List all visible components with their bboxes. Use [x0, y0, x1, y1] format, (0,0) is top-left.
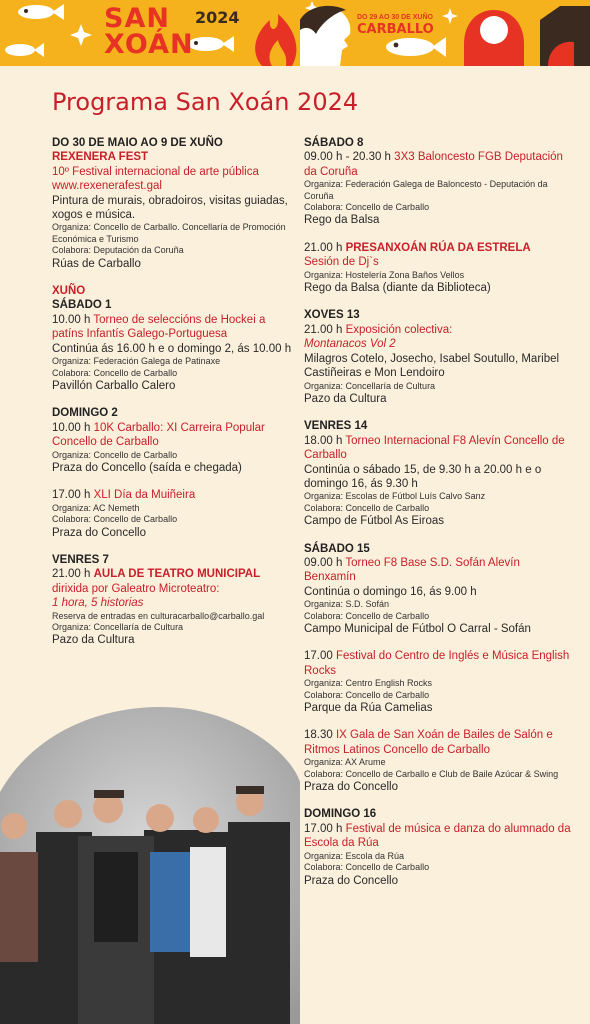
- event-sabado8-basket: [304, 136, 574, 228]
- event-venres14: [304, 419, 574, 528]
- event-venue: Rego da Balsa: [304, 214, 380, 227]
- event-title: Torneo de seleccións de Hockei a patíns Infantís Galego-Portuguesa: [52, 313, 266, 341]
- festival-logo: SAN XOÁN: [104, 3, 194, 60]
- event-sabado15-gala: [304, 728, 574, 794]
- event-title: XLI Día da Muiñeira: [93, 489, 196, 502]
- event-date: VENRES 14: [304, 420, 368, 433]
- event-description: Milagros Cotelo, Josecho, Isabel Soutullo, Maribel Castiñeiras e Mon Lendoiro: [304, 352, 560, 380]
- event-collaborator: Colabora: Concello de Carballo: [52, 514, 178, 525]
- event-organizer: Organiza: Concellaría de Cultura: [52, 622, 184, 632]
- event-venue: Pavillón Carballo Calero: [52, 379, 176, 392]
- event-subtitle: 10º Festival internacional de arte pública: [52, 165, 259, 178]
- event-venue: Parque da Rúa Camelias: [304, 702, 433, 715]
- event-collaborator: Colabora: Concello de Carballo: [304, 689, 430, 700]
- event-description: Continúa o domingo 16, ás 9.00 h: [304, 585, 477, 598]
- event-organizer: Organiza: Federación Galega de Patinaxe: [52, 356, 221, 367]
- event-venue: Praza do Concello: [304, 874, 398, 887]
- header-banner: [0, 0, 590, 66]
- event-title: PRESANXOÁN RÚA DA ESTRELA: [345, 241, 531, 254]
- event-date: XOVES 13: [304, 309, 360, 322]
- event-organizer: Organiza: Escolas de Fútbol Luís Calvo Sanz: [304, 491, 486, 502]
- event-time: 10.00 h: [52, 421, 91, 434]
- event-organizer: Organiza: Concellaría de Cultura: [304, 380, 436, 391]
- event-title: Torneo Internacional F8 Alevín Concello de Carballo: [304, 434, 565, 462]
- event-time: 18.00 h: [304, 434, 343, 447]
- event-organizer: Organiza: Escola da Rúa: [304, 850, 405, 861]
- event-domingo16: [304, 807, 574, 887]
- event-venue: Campo de Fútbol As Eiroas: [304, 515, 444, 528]
- event-organizer: Organiza: Concello de Carballo. Concellaría de Promoción Económica e Turismo: [52, 222, 286, 244]
- event-description: Pintura de murais, obradoiros, visitas guiadas, xogos e música.: [52, 194, 288, 222]
- month-heading: XUÑO: [52, 285, 86, 298]
- event-organizer: Organiza: AX Arume: [304, 757, 386, 768]
- event-time: 18.30: [304, 729, 333, 742]
- event-venue: Praza do Concello: [52, 526, 146, 539]
- band-photo: [0, 702, 300, 1024]
- event-sabado1: [52, 284, 292, 393]
- event-sabado15-english-rocks: [304, 649, 574, 715]
- event-time: 09.00 h: [304, 556, 343, 569]
- event-date: SÁBADO 15: [304, 542, 370, 555]
- event-title: REXENERA FEST: [52, 151, 149, 164]
- event-title: AULA DE TEATRO MUNICIPAL: [93, 568, 261, 581]
- event-venue: Rúas de Carballo: [52, 257, 141, 270]
- event-title: 3X3 Baloncesto FGB Deputación da Coruña: [304, 151, 563, 178]
- program-column-right: [304, 136, 574, 901]
- event-collaborator: Colabora: Concello de Carballo: [304, 202, 430, 213]
- event-venue: Pazo da Cultura: [52, 634, 135, 647]
- event-collaborator: Colabora: Concello de Carballo: [52, 367, 178, 378]
- event-rexenera: [52, 136, 292, 271]
- event-date: VENRES 7: [52, 553, 109, 566]
- event-organizer: Organiza: Hostelería Zona Baños Vellos: [304, 269, 465, 280]
- event-collaborator: Colabora: Concello de Carballo: [304, 862, 430, 873]
- event-date: DO 30 DE MAIO AO 9 DE XUÑO: [52, 137, 223, 149]
- event-time: 21.00 h: [304, 323, 343, 336]
- event-subtitle: dirixida por Galeatro Microteatro:: [52, 582, 220, 595]
- event-domingo2-race: [52, 406, 292, 475]
- event-title: Torneo F8 Base S.D. Sofán Alevín Benxamín: [304, 556, 520, 584]
- event-date: DOMINGO 16: [304, 808, 377, 821]
- event-organizer: Organiza: S.D. Sofán: [304, 599, 390, 610]
- event-venue: Praza do Concello (saída e chegada): [52, 461, 242, 474]
- event-venue: Praza do Concello: [304, 781, 398, 794]
- event-title: IX Gala de San Xoán de Bailes de Salón e Ritmos Latinos Concello de Carballo: [304, 729, 553, 756]
- event-subtitle: Sesión de Dj`s: [304, 256, 379, 269]
- banner-year: 2024: [195, 8, 240, 27]
- banner-place: CARBALLO: [357, 22, 434, 37]
- event-venres7: [52, 553, 292, 648]
- event-time: 09.00 h - 20.30 h: [304, 151, 391, 164]
- event-date: SÁBADO 8: [304, 137, 364, 149]
- event-description: Continúa ás 16.00 h e o domingo 2, ás 10.00 h: [52, 342, 292, 355]
- event-sabado8-presanxoan: [304, 241, 574, 296]
- event-show: Montanacos Vol 2: [304, 338, 396, 351]
- banner-dates: DO 29 AO 30 DE XUÑO: [357, 14, 433, 21]
- program-column-left: [52, 136, 292, 661]
- event-website: www.rexenerafest.gal: [52, 180, 162, 193]
- event-reservation: Reserva de entradas en culturacarballo@carballo.gal: [52, 610, 265, 621]
- event-title: 10K Carballo: XI Carreira Popular Concello de Carballo: [52, 421, 265, 449]
- event-organizer: Organiza: AC Nemeth: [52, 502, 140, 513]
- event-date: DOMINGO 2: [52, 407, 118, 420]
- event-venue: Rego da Balsa (diante da Biblioteca): [304, 282, 491, 295]
- event-title: Festival de música e danza do alumnado da Escola da Rúa: [304, 822, 571, 850]
- event-time: 17.00 h: [52, 489, 91, 502]
- event-collaborator: Colabora: Deputación da Coruña: [52, 245, 184, 256]
- event-venue: Campo Municipal de Fútbol O Carral - Sofán: [304, 623, 531, 635]
- event-show: 1 hora, 5 historias: [52, 597, 144, 610]
- event-organizer: Organiza: Concello de Carballo: [52, 449, 178, 460]
- event-description: Continúa o sábado 15, de 9.30 h a 20.00 h e o domingo 16, ás 9.30 h: [304, 463, 542, 490]
- event-time: 17.00: [304, 650, 333, 663]
- event-title: Exposición colectiva:: [345, 323, 453, 336]
- event-domingo2-muineira: [52, 488, 292, 540]
- event-time: 21.00 h: [52, 568, 91, 581]
- event-collaborator: Colabora: Concello de Carballo e Club de Baile Azúcar & Swing: [304, 768, 559, 779]
- event-sabado15-f8: [304, 542, 574, 637]
- event-title: Festival do Centro de Inglés e Música English Rocks: [304, 650, 570, 677]
- event-time: 21.00 h: [304, 241, 343, 254]
- event-collaborator: Colabora: Concello de Carballo: [304, 502, 430, 513]
- banner-illustration: [0, 0, 590, 66]
- event-collaborator: Colabora: Concello de Carballo: [304, 610, 430, 621]
- event-time: 10.00 h: [52, 313, 91, 326]
- event-time: 17.00 h: [304, 822, 343, 835]
- event-organizer: Organiza: Centro English Rocks: [304, 678, 433, 689]
- event-xoves13: [304, 308, 574, 406]
- event-venue: Pazo da Cultura: [304, 392, 387, 405]
- event-organizer: Organiza: Federación Galega de Baloncesto - Deputación da Coruña: [304, 179, 548, 201]
- page-title: Programa San Xoán 2024: [52, 88, 359, 116]
- event-date: SÁBADO 1: [52, 299, 112, 312]
